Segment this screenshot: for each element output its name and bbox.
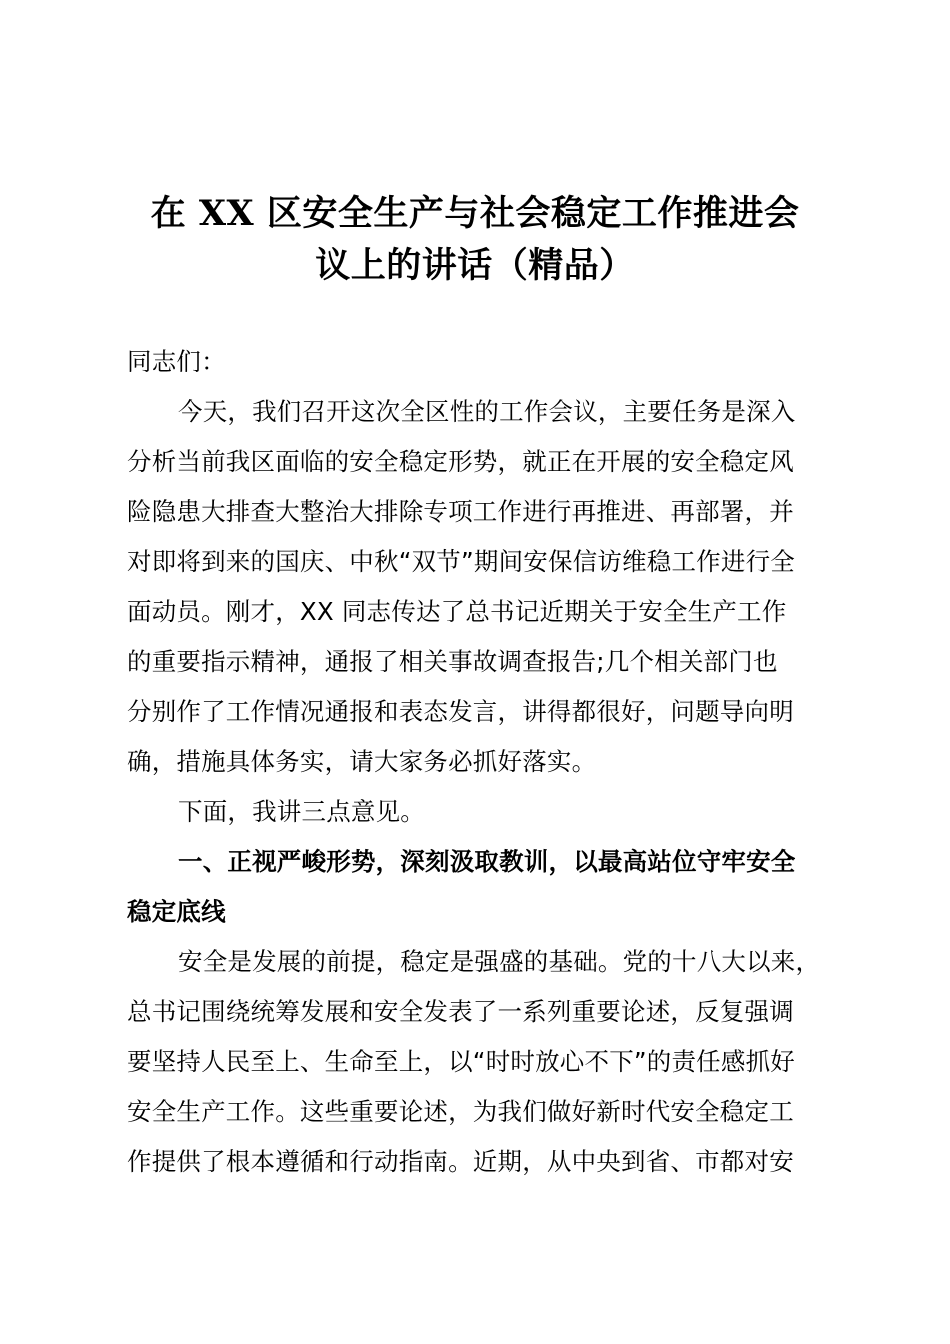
paragraph-line: 面动员。刚才，XX 同志传达了总书记近期关于安全生产工作 — [127, 597, 787, 626]
heading-line: 一、正视严峻形势，深刻汲取教训，以最高站位守牢安全 — [178, 847, 796, 876]
paragraph-line: 分别作了工作情况通报和表态发言，讲得都很好，问题导向明 — [127, 697, 794, 726]
paragraph-line: 对即将到来的国庆、中秋“双节”期间安保信访维稳工作进行全 — [127, 547, 795, 576]
paragraph-intro-points: 下面，我讲三点意见。 — [178, 797, 425, 826]
section-heading-1 — [127, 837, 827, 937]
document-body — [127, 337, 827, 1187]
title-line-1: 在 XX 区安全生产与社会稳定工作推进会 — [150, 193, 800, 234]
heading-line: 稳定底线 — [127, 897, 226, 926]
paragraph-opening — [127, 387, 827, 787]
document-title — [120, 188, 830, 292]
paragraph-line: 今天，我们召开这次全区性的工作会议，主要任务是深入 — [178, 397, 796, 426]
paragraph-safety — [127, 937, 827, 1187]
paragraph-line: 安全是发展的前提，稳定是强盛的基础。党的十八大以来， — [178, 947, 821, 976]
paragraph-line: 确，措施具体务实，请大家务必抓好落实。 — [127, 747, 597, 776]
paragraph-line: 总书记围绕统筹发展和安全发表了一系列重要论述，反复强调 — [127, 997, 794, 1026]
title-line-2: 议上的讲话（精品） — [315, 245, 635, 286]
paragraph-line: 的重要指示精神，通报了相关事故调查报告;几个相关部门也 — [127, 647, 778, 676]
paragraph-line: 要坚持人民至上、生命至上，以“时时放心不下”的责任感抓好 — [127, 1047, 795, 1076]
paragraph-line: 分析当前我区面临的安全稳定形势，就正在开展的安全稳定风 — [127, 447, 794, 476]
paragraph-line: 险隐患大排查大整治大排除专项工作进行再推进、再部署，并 — [127, 497, 794, 526]
salutation: 同志们： — [127, 347, 226, 376]
paragraph-line: 安全生产工作。这些重要论述，为我们做好新时代安全稳定工 — [127, 1097, 794, 1126]
paragraph-line: 作提供了根本遵循和行动指南。近期，从中央到省、市都对安 — [127, 1147, 794, 1176]
